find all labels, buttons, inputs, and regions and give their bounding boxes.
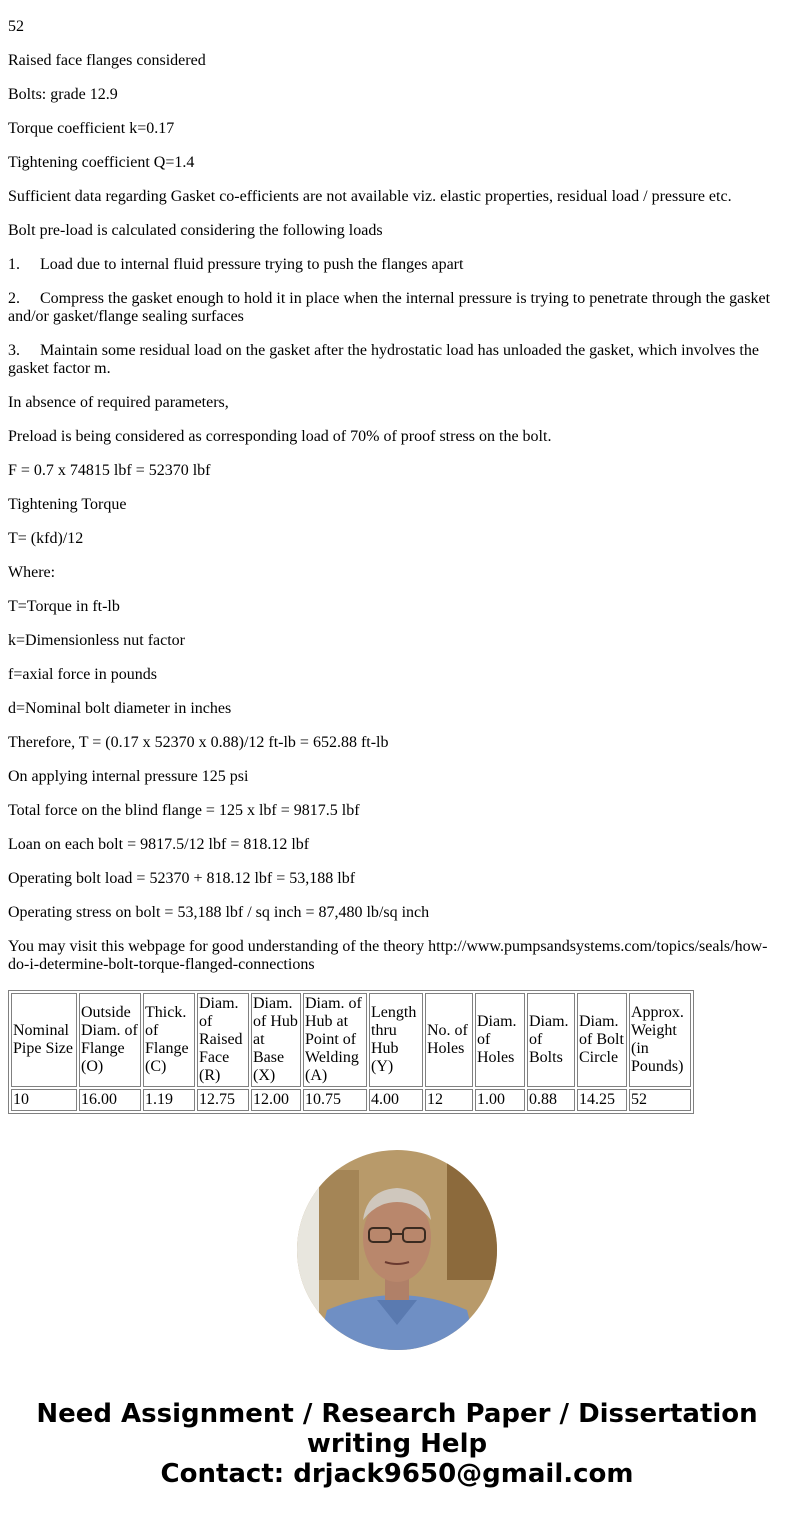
- paragraph: d=Nominal bolt diameter in inches: [8, 700, 232, 717]
- table-cell: 4.00: [369, 1089, 423, 1111]
- list-item: [8, 290, 786, 326]
- paragraph: F = 0.7 x 74815 lbf = 52370 lbf: [8, 462, 211, 479]
- promo-contact: Contact: drjack9650@gmail.com: [160, 1459, 634, 1489]
- table-header-cell: Nominal Pipe Size: [11, 993, 77, 1087]
- list-text: Load due to internal fluid pressure trying to push the flanges apart: [40, 256, 464, 273]
- list-item: [8, 256, 786, 274]
- paragraph: Total force on the blind flange = 125 x lbf = 9817.5 lbf: [8, 802, 360, 819]
- paragraph: Sufficient data regarding Gasket co-efficients are not available viz. elastic properties, residual load / pressure etc.: [8, 188, 732, 205]
- table-cell: 1.00: [475, 1089, 525, 1111]
- paragraph: T= (kfd)/12: [8, 530, 84, 547]
- paragraph: Operating bolt load = 52370 + 818.12 lbf = 53,188 lbf: [8, 870, 356, 887]
- paragraph: You may visit this webpage for good understanding of the theory http://www.pumpsandsystems.com/topics/seals/how-do-i-determine-bolt-torque-flanged-connections: [8, 938, 768, 973]
- table-header-row: [11, 993, 691, 1087]
- list-item: [8, 342, 786, 378]
- paragraph: k=Dimensionless nut factor: [8, 632, 185, 649]
- table-header-cell: Length thru Hub (Y): [369, 993, 423, 1087]
- table-row: [11, 1089, 691, 1111]
- document-body: [8, 0, 786, 1114]
- table-cell: 10.75: [303, 1089, 367, 1111]
- paragraph: Raised face flanges considered: [8, 52, 206, 69]
- table-cell: 0.88: [527, 1089, 575, 1111]
- flange-dimensions-table: [8, 990, 694, 1114]
- author-photo: [297, 1150, 497, 1350]
- table-cell: 14.25: [577, 1089, 627, 1111]
- list-number: 3.: [8, 342, 20, 359]
- table-cell: 10: [11, 1089, 77, 1111]
- table-header-cell: Diam. of Holes: [475, 993, 525, 1087]
- table-header-cell: Diam. of Bolts: [527, 993, 575, 1087]
- table-header-cell: Outside Diam. of Flange (O): [79, 993, 141, 1087]
- table-header-cell: Diam. of Raised Face (R): [197, 993, 249, 1087]
- table-header-cell: Approx. Weight (in Pounds): [629, 993, 691, 1087]
- paragraph: Tightening Torque: [8, 496, 127, 513]
- footer-promo: [0, 1150, 794, 1489]
- paragraph: T=Torque in ft-lb: [8, 598, 120, 615]
- paragraph: In absence of required parameters,: [8, 394, 229, 411]
- paragraph: f=axial force in pounds: [8, 666, 157, 683]
- table-header-cell: Diam. of Hub at Point of Welding (A): [303, 993, 367, 1087]
- author-portrait-image: [297, 1150, 497, 1350]
- list-text: Maintain some residual load on the gasket after the hydrostatic load has unloaded the gasket, which involves the gasket factor m.: [8, 342, 759, 377]
- table-header-cell: Diam. of Bolt Circle: [577, 993, 627, 1087]
- promo-banner: [0, 1399, 794, 1489]
- paragraph: 52: [8, 18, 24, 35]
- paragraph: Operating stress on bolt = 53,188 lbf / sq inch = 87,480 lb/sq inch: [8, 904, 430, 921]
- table-cell: 16.00: [79, 1089, 141, 1111]
- table-cell: 12.75: [197, 1089, 249, 1111]
- table-cell: 52: [629, 1089, 691, 1111]
- promo-line-1: Need Assignment / Research Paper / Dissertation writing Help: [36, 1399, 758, 1459]
- paragraph: Bolts: grade 12.9: [8, 86, 118, 103]
- table-cell: 12.00: [251, 1089, 301, 1111]
- paragraph: Loan on each bolt = 9817.5/12 lbf = 818.12 lbf: [8, 836, 310, 853]
- list-number: 2.: [8, 290, 20, 307]
- paragraph: [8, 0, 786, 2]
- table-header-cell: No. of Holes: [425, 993, 473, 1087]
- paragraph: Therefore, T = (0.17 x 52370 x 0.88)/12 ft-lb = 652.88 ft-lb: [8, 734, 389, 751]
- table-header-cell: Diam. of Hub at Base (X): [251, 993, 301, 1087]
- paragraph: Tightening coefficient Q=1.4: [8, 154, 195, 171]
- paragraph: Preload is being considered as corresponding load of 70% of proof stress on the bolt.: [8, 428, 552, 445]
- table-cell: 12: [425, 1089, 473, 1111]
- list-number: 1.: [8, 256, 20, 273]
- paragraph: Torque coefficient k=0.17: [8, 120, 175, 137]
- table-cell: 1.19: [143, 1089, 195, 1111]
- paragraph: Bolt pre-load is calculated considering the following loads: [8, 222, 383, 239]
- paragraph: On applying internal pressure 125 psi: [8, 768, 249, 785]
- paragraph: Where:: [8, 564, 56, 581]
- list-text: Compress the gasket enough to hold it in place when the internal pressure is trying to penetrate through the gasket and/or gasket/flange sealing surfaces: [8, 290, 771, 325]
- table-header-cell: Thick. of Flange (C): [143, 993, 195, 1087]
